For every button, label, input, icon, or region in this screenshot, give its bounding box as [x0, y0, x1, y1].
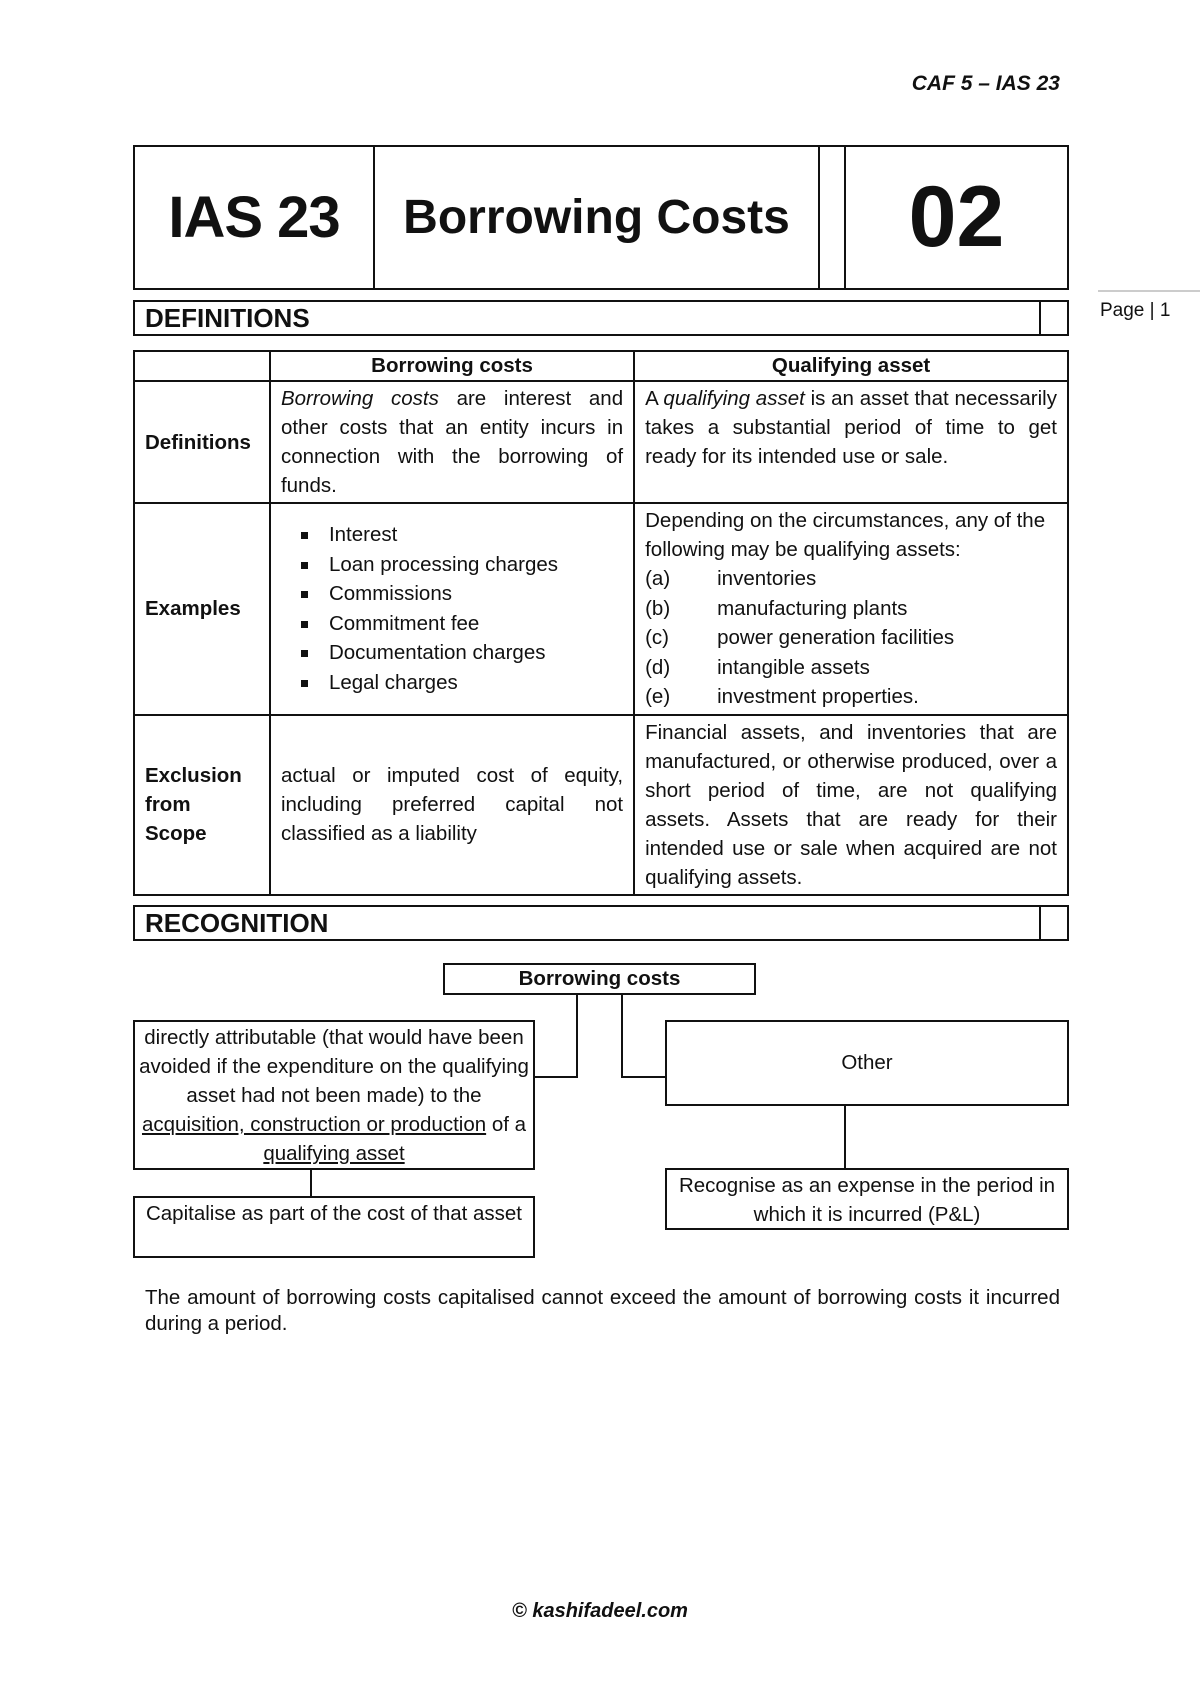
list-item — [645, 653, 1057, 683]
list-text: power generation facilities — [717, 626, 955, 649]
list-item: Documentation charges — [301, 638, 623, 668]
page-number: Page | 1 — [1100, 300, 1171, 321]
flow-directly-attributable — [133, 1020, 535, 1170]
list-item: Commitment fee — [301, 609, 623, 639]
section-header-recognition — [133, 905, 1069, 941]
section-tab — [1039, 905, 1067, 941]
row-label-line: from — [145, 793, 191, 816]
list-item — [645, 682, 1057, 712]
list-key: (e) — [645, 685, 671, 708]
list-text: manufacturing plants — [717, 596, 908, 620]
column-header: Qualifying asset — [634, 351, 1068, 381]
flow-text: directly attributable (that would have been avoided if the expenditure on the qualifying asset had not been made) to the — [139, 1026, 529, 1107]
page-rule-divider — [1098, 290, 1200, 292]
list-key: (c) — [645, 626, 670, 649]
list-key: (b) — [645, 596, 671, 620]
row-label: Definitions — [134, 381, 270, 503]
list-item — [645, 564, 1057, 594]
list-text: intangible assets — [717, 655, 870, 679]
connector-line — [310, 1170, 312, 1198]
table-header-row — [134, 351, 1068, 381]
connector-line — [621, 1076, 666, 1078]
footer-copyright: © kashifadeel.com — [512, 1600, 688, 1622]
term: qualifying asset — [663, 387, 805, 410]
list-item: Commissions — [301, 579, 623, 609]
connector-line — [621, 995, 623, 1078]
section-header-definitions — [133, 300, 1069, 336]
list-key: (d) — [645, 655, 671, 679]
list-item — [645, 623, 1057, 653]
definition-text: A — [645, 387, 664, 410]
exclusion-qualifying-asset: Financial assets, and inventories that are manufactured, or otherwise produced, over a short period of time, are not qualifying assets. Assets that are ready for their intended use or sale when acquired are not qualifying assets. — [634, 715, 1068, 895]
flow-text: of a — [486, 1113, 527, 1136]
list-item: Legal charges — [301, 668, 623, 698]
list-text: inventories — [717, 567, 817, 590]
flow-underlined-text: qualifying asset — [263, 1142, 405, 1165]
table-row-exclusion — [134, 715, 1068, 895]
qualifying-asset-examples — [634, 503, 1068, 715]
connector-line — [576, 995, 578, 1078]
connector-line — [533, 1076, 578, 1078]
definitions-table — [133, 350, 1069, 896]
flow-recognise-expense: Recognise as an expense in the period in which it is incurred (P&L) — [665, 1168, 1069, 1230]
list-text: investment properties. — [717, 685, 919, 708]
examples-intro: Depending on the circumstances, any of the following may be qualifying assets: — [645, 509, 1046, 561]
section-title: RECOGNITION — [145, 908, 329, 938]
page-title: Borrowing Costs — [373, 145, 820, 290]
section-title: DEFINITIONS — [145, 303, 310, 333]
flow-underlined-text: acquisition, construction or production — [141, 1113, 487, 1136]
flow-root-borrowing-costs: Borrowing costs — [443, 963, 756, 995]
chapter-number: 02 — [844, 145, 1069, 290]
term: Borrowing costs — [280, 387, 439, 410]
table-row-examples — [134, 503, 1068, 715]
table-row-definitions — [134, 381, 1068, 503]
list-item — [645, 594, 1057, 624]
title-spacer — [818, 145, 846, 290]
list-item: Interest — [301, 520, 623, 550]
definition-text: is an asset that necessarily takes a substantial period of time to get ready for its intended use or sale. — [645, 387, 1057, 468]
row-label: Examples — [134, 503, 270, 715]
list-item: Loan processing charges — [301, 550, 623, 580]
capitalisation-limit-note: The amount of borrowing costs capitalised cannot exceed the amount of borrowing costs it incurred during a period. — [145, 1286, 1060, 1335]
row-label — [134, 715, 270, 895]
exclusion-borrowing-costs: actual or imputed cost of equity, including preferred capital not classified as a liability — [270, 715, 634, 895]
column-header: Borrowing costs — [270, 351, 634, 381]
list-key: (a) — [645, 567, 671, 590]
flow-capitalise: Capitalise as part of the cost of that asset — [133, 1196, 535, 1258]
flow-other: Other — [665, 1020, 1069, 1106]
connector-line — [844, 1106, 846, 1170]
running-header: CAF 5 – IAS 23 — [911, 72, 1060, 95]
borrowing-cost-examples — [270, 503, 634, 715]
section-tab — [1039, 300, 1067, 336]
definition-text: are interest and other costs that an entity incurs in connection with the borrowing of funds. — [280, 387, 624, 497]
row-label-line: Scope — [145, 822, 207, 845]
definition-qualifying-asset — [634, 381, 1068, 503]
column-header — [134, 351, 270, 381]
standard-code: IAS 23 — [133, 145, 375, 290]
row-label-line: Exclusion — [145, 764, 242, 787]
definition-borrowing-costs — [270, 381, 634, 503]
